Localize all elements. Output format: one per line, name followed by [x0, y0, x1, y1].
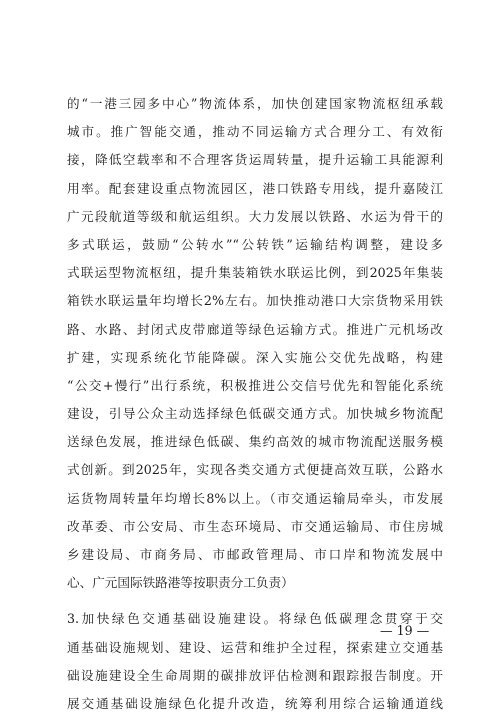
text-line: 扩建，实现系统化节能降碳。深入实施公交优先战略，构建 — [67, 349, 443, 365]
text-line: 城市。推广智能交通，推动不同运输方式合理分工、有效衔 — [67, 124, 443, 140]
text-line: 用率。配套建设重点物流园区，港口铁路专用线，提升嘉陵江 — [67, 180, 443, 196]
text-line: 多式联运，鼓励“公转水”“公转铁”运输结构调整，建设多 — [67, 236, 443, 252]
text-line: 础设施建设全生命周期的碳排放评估检测和跟踪报告制度。开 — [67, 667, 443, 683]
text-line: 通基础设施规划、建设、运营和维护全过程，探索建立交通基 — [67, 639, 443, 655]
text-line: 式联运型物流枢纽，提升集装箱铁水联运比例，到2025年集装 — [67, 265, 443, 281]
text-line: 3.加快绿色交通基础设施建设。将绿色低碳理念贯穿于交 — [67, 611, 443, 627]
text-line: “公交+慢行”出行系统，积极推进公交信号优先和智能化系统 — [67, 377, 443, 393]
text-line: 式创新。到2025年，实现各类交通方式便捷高效互联，公路水 — [67, 462, 443, 478]
text-line: 送绿色发展，推进绿色低碳、集约高效的城市物流配送服务模 — [67, 434, 443, 450]
text-line: 广元段航道等级和航运组织。大力发展以铁路、水运为骨干的 — [67, 208, 443, 224]
text-line: 心、广元国际铁路港等按职责分工负责） — [67, 575, 294, 591]
text-line: 接，降低空载率和不合理客货运周转量，提升运输工具能源利 — [67, 152, 443, 168]
text-line: 运货物周转量年均增长8%以上。（市交通运输局牵头，市发展 — [67, 490, 443, 506]
page-number: — 19 — — [380, 623, 430, 638]
text-line: 的“一港三园多中心”物流体系，加快创建国家物流枢纽承载 — [67, 96, 443, 111]
text-line: 箱铁水联运量年均增长2%左右。加快推动港口大宗货物采用铁 — [67, 293, 443, 309]
text-line: 建设，引导公众主动选择绿色低碳交通方式。加快城乡物流配 — [67, 406, 443, 422]
text-line: 展交通基础设施绿色化提升改造，统筹利用综合运输通道线 — [67, 695, 443, 711]
text-line: 路、水路、封闭式皮带廊道等绿色运输方式。推进广元机场改 — [67, 321, 443, 337]
text-line: 乡建设局、市商务局、市邮政管理局、市口岸和物流发展中 — [67, 547, 443, 562]
paragraph-transport-structure — [67, 90, 443, 597]
text-line: 改革委、市公安局、市生态环境局、市交通运输局、市住房城 — [67, 518, 443, 534]
